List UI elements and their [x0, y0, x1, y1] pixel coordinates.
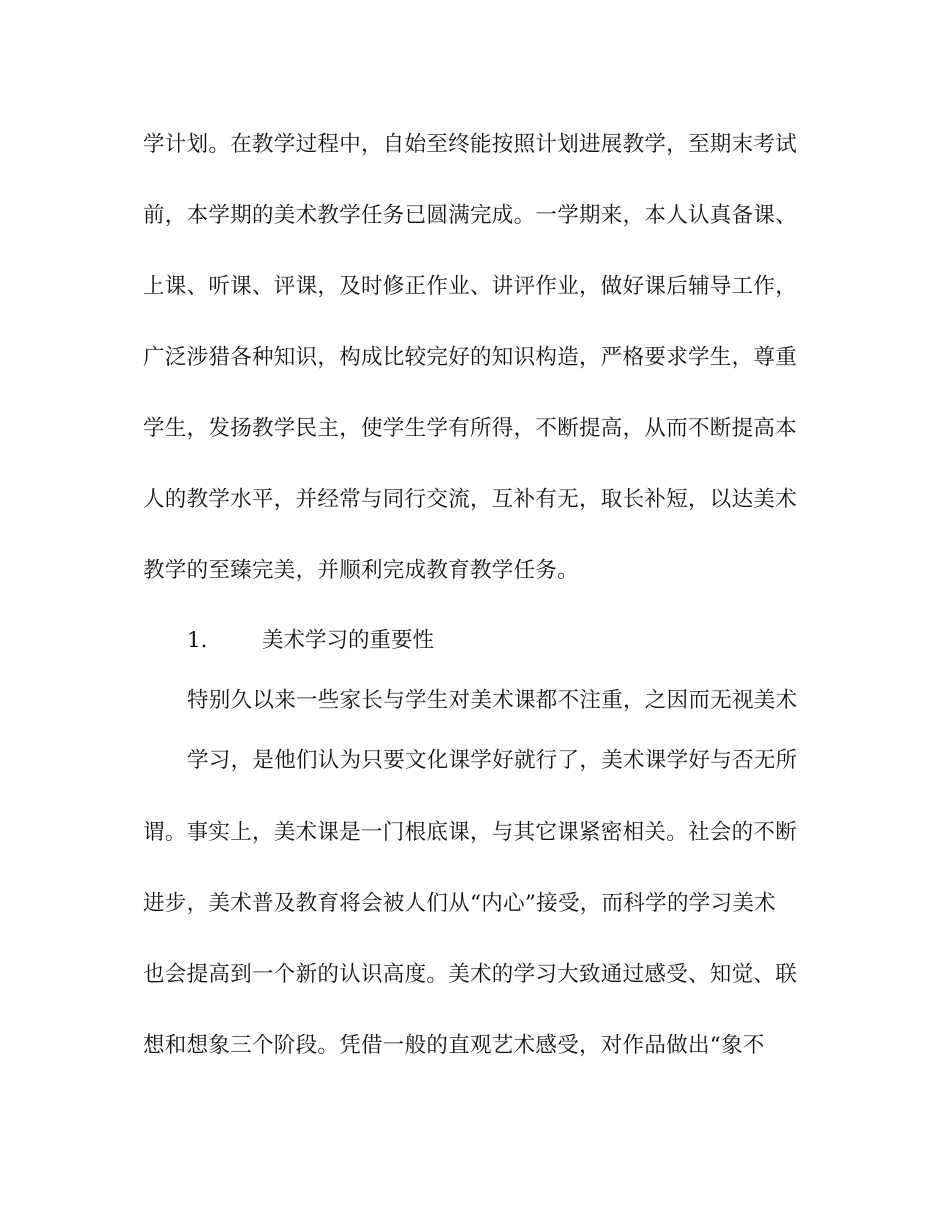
body-text-line: 学生，发扬教学民主，使学生学有所得，不断提高，从而不断提高本	[143, 416, 798, 441]
body-text-line: 想和想象三个阶段。凭借一般的直观艺术感受，对作品做出“象不	[143, 1033, 765, 1058]
body-text-line: 人的教学水平，并经常与同行交流，互补有无，取长补短，以达美术	[143, 487, 798, 512]
body-text-line: 进步，美术普及教育将会被人们从“内心”接受，而科学的学习美术	[143, 891, 776, 916]
body-text-line: 教学的至臻完美，并顺利完成教育教学任务。	[143, 558, 580, 583]
section-number: 1.	[187, 628, 208, 653]
body-text-line: 前，本学期的美术教学任务已圆满完成。一学期来，本人认真备课、	[143, 203, 798, 228]
body-text-line: 学计划。在教学过程中，自始至终能按照计划进展教学，至期末考试	[143, 132, 798, 157]
section-heading: 美术学习的重要性	[262, 628, 435, 653]
body-text-line: 特别久以来一些家长与学生对美术课都不注重，之因而无视美术	[187, 688, 798, 713]
body-text-line: 学习，是他们认为只要文化课学好就行了，美术课学好与否无所	[187, 748, 798, 773]
body-text-line: 也会提高到一个新的认识高度。美术的学习大致通过感受、知觉、联	[143, 962, 798, 987]
body-text-line: 谓。事实上，美术课是一门根底课，与其它课紧密相关。社会的不断	[143, 820, 798, 845]
body-text-line: 上课、听课、评课，及时修正作业、讲评作业，做好课后辅导工作，	[143, 274, 798, 299]
body-text-line: 广泛涉猎各种知识，构成比较完好的知识构造，严格要求学生，尊重	[143, 345, 798, 370]
